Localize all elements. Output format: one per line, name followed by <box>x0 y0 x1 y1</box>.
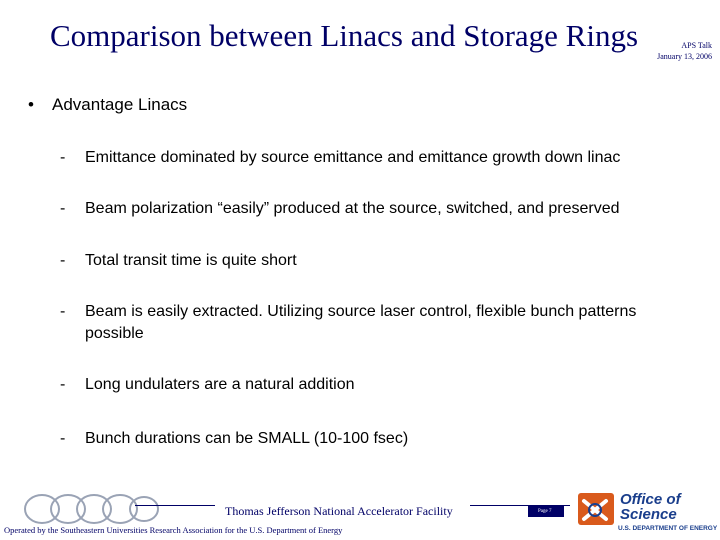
bullet-marker: • <box>28 95 34 114</box>
talk-name: APS Talk <box>681 41 712 50</box>
doe-line-office: Office of <box>620 491 681 508</box>
dash-marker: - <box>60 303 66 320</box>
list-item-text: Total transit time is quite short <box>85 252 297 269</box>
talk-date: January 13, 2006 <box>657 52 712 61</box>
list-item-text: Bunch durations can be SMALL (10-100 fsec) <box>85 430 409 447</box>
doe-office-of-science-logo <box>576 491 718 540</box>
talk-meta <box>657 40 712 62</box>
list-item-text: Emittance dominated by source emittance and emittance growth down linac <box>85 149 621 166</box>
doe-emblem-icon <box>578 493 614 525</box>
list-item-text: Beam is easily extracted. Utilizing source laser control, flexible bunch patterns possible <box>85 303 637 342</box>
doe-line-science: Science <box>620 506 677 523</box>
dash-marker: - <box>60 200 66 217</box>
operated-by-note: Operated by the Southeastern Universities Research Association for the U.S. Department of Energy <box>4 525 343 535</box>
dash-marker: - <box>60 252 66 269</box>
facility-name: Thomas Jefferson National Accelerator Facility <box>225 504 453 518</box>
doe-line-department: U.S. DEPARTMENT OF ENERGY <box>618 525 718 532</box>
page-number: Page 7 <box>538 509 552 514</box>
bullet-heading: Advantage Linacs <box>52 95 188 114</box>
dash-marker: - <box>60 149 66 166</box>
dash-marker: - <box>60 430 66 447</box>
dash-marker: - <box>60 376 66 393</box>
list-item-text: Long undulaters are a natural addition <box>85 376 355 393</box>
page-title: Comparison between Linacs and Storage Rings <box>50 18 639 53</box>
list-item-text: Beam polarization “easily” produced at the source, switched, and preserved <box>85 200 620 217</box>
